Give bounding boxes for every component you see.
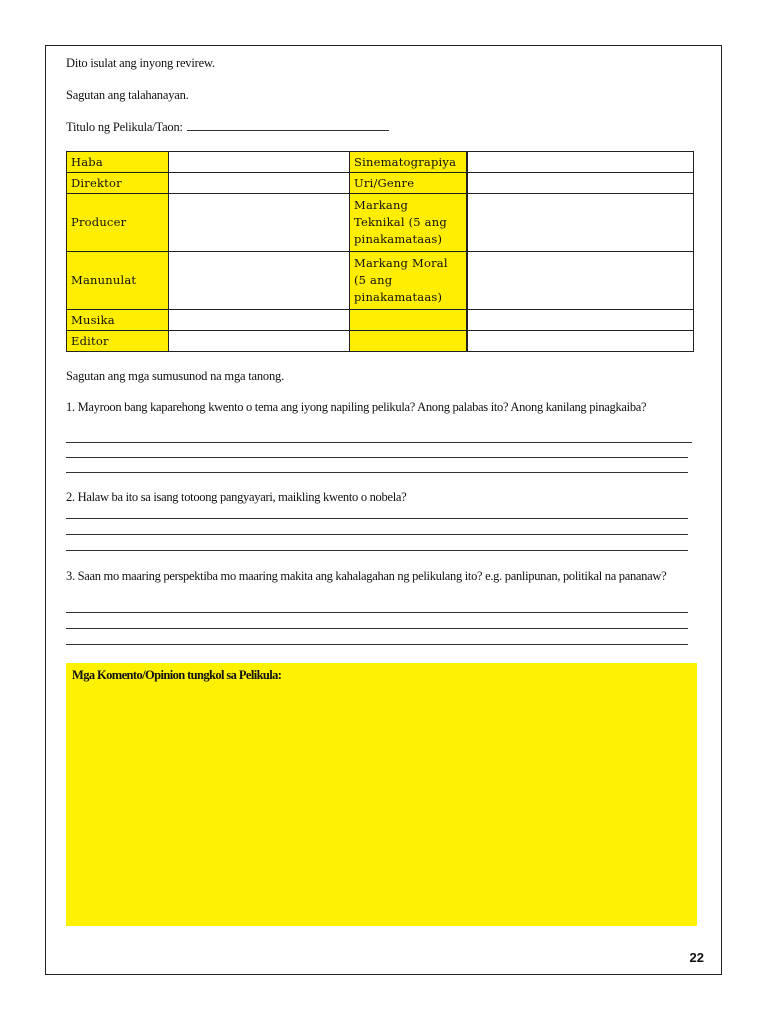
table-row — [67, 331, 694, 352]
page-number: 22 — [689, 950, 704, 965]
label-markang-moral: Markang Moral (5 ang pinakamataas) — [350, 252, 467, 310]
answer-line-3c[interactable] — [66, 644, 688, 645]
title-blank[interactable] — [187, 119, 389, 131]
instruction-table: Sagutan ang talahanayan. — [66, 88, 189, 102]
title-label: Titulo ng Pelikula/Taon: — [66, 120, 183, 134]
film-info-table — [66, 151, 694, 352]
table-row — [67, 252, 694, 310]
questions-intro: Sagutan ang mga sumusunod na mga tanong. — [66, 369, 285, 383]
table-row — [67, 194, 694, 252]
value-extra-1[interactable] — [467, 310, 694, 331]
title-field[interactable] — [66, 119, 389, 135]
value-markang-teknikal[interactable] — [467, 194, 694, 252]
table-row — [67, 310, 694, 331]
label-haba: Haba — [67, 152, 169, 173]
question-3: 3. Saan mo maaring perspektiba mo maaring makita ang kahalagahan ng pelikulang ito? e.g. panlipunan, politikal na pananaw? — [66, 569, 667, 583]
question-2: 2. Halaw ba ito sa isang totoong pangyayari, maikling kwento o nobela? — [66, 490, 407, 504]
answer-line-2a[interactable] — [66, 518, 688, 519]
answer-line-2b[interactable] — [66, 534, 688, 535]
value-genre[interactable] — [467, 173, 694, 194]
value-markang-moral[interactable] — [467, 252, 694, 310]
answer-line-1b[interactable] — [66, 457, 688, 458]
instruction-review: Dito isulat ang inyong revirew. — [66, 56, 215, 70]
label-manunulat: Manunulat — [67, 252, 169, 310]
table-row — [67, 152, 694, 173]
value-haba[interactable] — [169, 152, 350, 173]
value-manunulat[interactable] — [169, 252, 350, 310]
label-editor: Editor — [67, 331, 169, 352]
table-row — [67, 173, 694, 194]
value-editor[interactable] — [169, 331, 350, 352]
label-direktor: Direktor — [67, 173, 169, 194]
value-producer[interactable] — [169, 194, 350, 252]
answer-line-2c[interactable] — [66, 550, 688, 551]
answer-line-3a[interactable] — [66, 612, 688, 613]
label-musika: Musika — [67, 310, 169, 331]
value-sinematograpiya[interactable] — [467, 152, 694, 173]
label-markang-teknikal: Markang Teknikal (5 ang pinakamataas) — [350, 194, 467, 252]
value-direktor[interactable] — [169, 173, 350, 194]
answer-line-1c[interactable] — [66, 472, 688, 473]
label-sinematograpiya: Sinematograpiya — [350, 152, 467, 173]
question-1: 1. Mayroon bang kaparehong kwento o tema ang iyong napiling pelikula? Anong palabas ito? Anong kanilang pinagkaiba? — [66, 400, 647, 414]
comment-box[interactable] — [66, 663, 697, 926]
label-extra-2 — [350, 331, 467, 352]
answer-line-3b[interactable] — [66, 628, 688, 629]
value-musika[interactable] — [169, 310, 350, 331]
answer-line-1a[interactable] — [66, 442, 692, 443]
label-extra-1 — [350, 310, 467, 331]
label-producer: Producer — [67, 194, 169, 252]
comment-header: Mga Komento/Opinion tungkol sa Pelikula: — [72, 668, 282, 682]
label-genre: Uri/Genre — [350, 173, 467, 194]
value-extra-2[interactable] — [467, 331, 694, 352]
